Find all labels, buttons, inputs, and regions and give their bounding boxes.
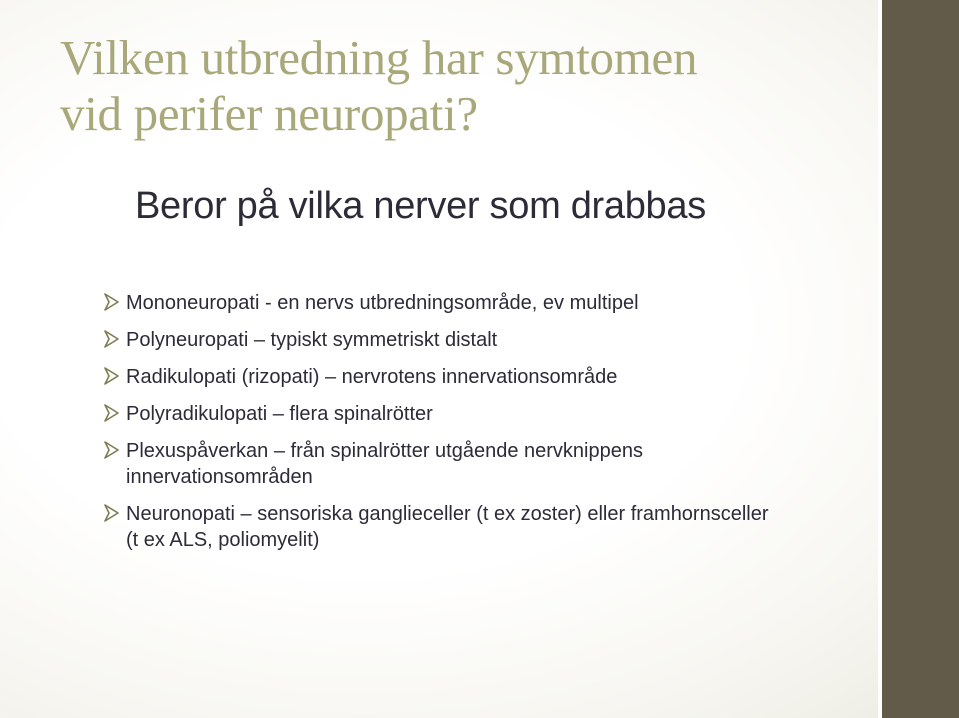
arrowhead-bullet-icon — [104, 365, 120, 387]
bullet-item-polyneuropati — [104, 327, 784, 353]
bullet-text: Polyradikulopati – flera spinalrötter — [126, 403, 433, 425]
slide-subtitle: Beror på vilka nerver som drabbas — [135, 185, 706, 227]
slide-title-line-1: Vilken utbredning har symtomen — [60, 30, 698, 85]
bullet-item-plexuspaverkan — [104, 438, 784, 490]
bullet-text: Mononeuropati - en nervs utbredningsområde, ev multipel — [126, 292, 639, 314]
decorative-side-bar — [882, 0, 959, 718]
bullet-text: Radikulopati (rizopati) – nervrotens innervationsområde — [126, 366, 618, 388]
bullet-item-radikulopati — [104, 364, 784, 390]
bullet-text: Polyneuropati – typiskt symmetriskt distalt — [126, 329, 498, 351]
bullet-list — [104, 290, 784, 553]
slide-title-line-2: vid perifer neuropati? — [60, 86, 478, 141]
arrowhead-bullet-icon — [104, 439, 120, 461]
arrowhead-bullet-icon — [104, 328, 120, 350]
arrowhead-bullet-icon — [104, 291, 120, 313]
bullet-text: Neuronopati – sensoriska ganglieceller (t ex zoster) eller framhornsceller (t ex ALS, poliomyelit) — [126, 503, 769, 551]
arrowhead-bullet-icon — [104, 502, 120, 524]
bullet-item-neuronopati — [104, 501, 784, 553]
bullet-text: Plexuspåverkan – från spinalrötter utgående nervknippens innervationsområden — [126, 440, 643, 488]
bullet-item-polyradikulopati — [104, 401, 784, 427]
arrowhead-bullet-icon — [104, 402, 120, 424]
bullet-item-mononeuropati — [104, 290, 784, 316]
slide-title — [60, 30, 860, 142]
